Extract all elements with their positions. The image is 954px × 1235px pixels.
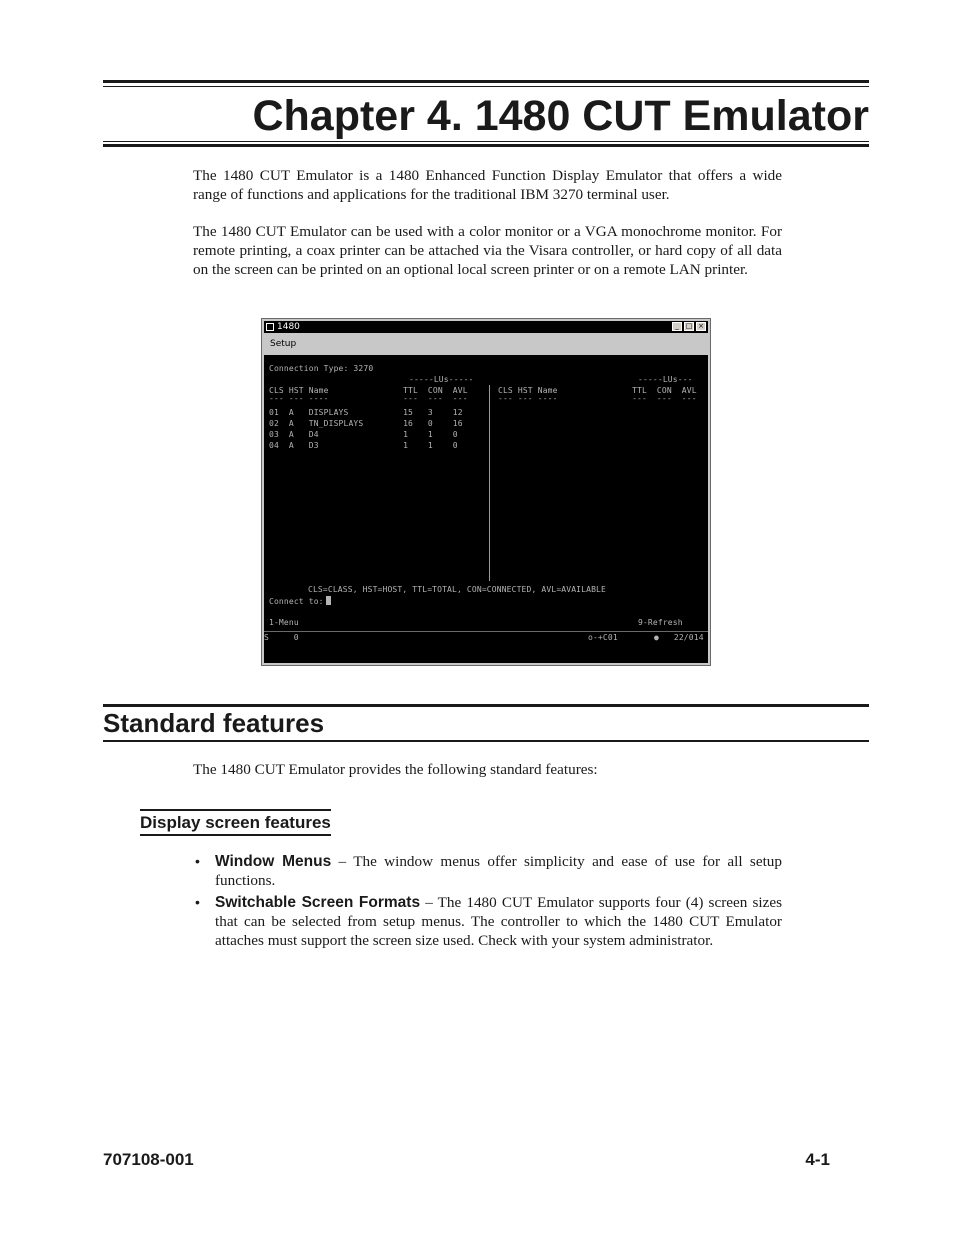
- feature-description: – The window menus offer simplicity and ease of use for all setup functions.: [215, 853, 782, 889]
- emulator-screenshot: [261, 318, 711, 666]
- text-cursor: [326, 596, 331, 605]
- window-menubar: [264, 335, 708, 353]
- connection-type: Connection Type: 3270: [269, 364, 374, 373]
- status-c01: o-+C01: [588, 633, 618, 642]
- section-intro: The 1480 CUT Emulator provides the following standard features:: [193, 761, 598, 778]
- maximize-icon: □: [685, 322, 693, 330]
- list-item: [193, 852, 782, 890]
- table-row: 01 A DISPLAYS 15 3 12: [269, 408, 463, 417]
- table-row: 03 A D4 1 1 0: [269, 430, 458, 439]
- subsection-title: Display screen features: [140, 809, 331, 836]
- feature-term: Window Menus: [215, 853, 332, 870]
- column-header-right: CLS HST Name TTL CON AVL: [498, 386, 697, 395]
- feature-description: – The 1480 CUT Emulator supports four (4) screen sizes that can be selected from setup menus. The controller to which the 1480 CUT Emulator attaches must support the screen size used. Check with your system administrator.: [215, 894, 782, 949]
- connect-prompt: [269, 596, 331, 607]
- dash-row-right: --- --- ---- --- --- ---: [498, 394, 697, 403]
- refresh-key-label: 9-Refresh: [638, 618, 683, 627]
- bullet-icon: •: [195, 894, 200, 910]
- intro-paragraph-2: The 1480 CUT Emulator can be used with a color monitor or a VGA monochrome monitor. For remote printing, a coax printer can be attached via the Visara controller, or hard copy of all data on the screen can be printed on an optional local screen printer or on a remote LAN printer.: [193, 223, 782, 278]
- feature-list: [193, 852, 782, 953]
- footer-doc-number: 707108-001: [103, 1150, 194, 1169]
- column-header-left: CLS HST Name TTL CON AVL: [269, 386, 468, 395]
- bullet-icon: •: [195, 853, 200, 869]
- legend-text: CLS=CLASS, HST=HOST, TTL=TOTAL, CON=CONNECTED, AVL=AVAILABLE: [308, 585, 606, 594]
- section-rule-bottom: [103, 740, 869, 742]
- chapter-rule-bottom: [103, 141, 869, 147]
- status-right: ● 22/014: [654, 633, 704, 642]
- app-icon: [266, 323, 274, 331]
- list-item: [193, 893, 782, 950]
- status-divider: [264, 631, 708, 632]
- terminal-screen: [264, 355, 708, 663]
- menu-setup: Setup: [270, 339, 297, 349]
- section-title: Standard features: [103, 708, 325, 738]
- window-titlebar: [264, 321, 708, 333]
- dash-row-left: --- --- ---- --- --- ---: [269, 394, 468, 403]
- lus-header-left: -----LUs-----: [409, 375, 474, 384]
- chapter-rule-top: [103, 80, 869, 87]
- table-row: 04 A D3 1 1 0: [269, 441, 458, 450]
- close-icon: ×: [696, 322, 706, 331]
- intro-paragraph-1: The 1480 CUT Emulator is a 1480 Enhanced Function Display Emulator that offers a wide range of functions and applications for the traditional IBM 3270 terminal user.: [193, 167, 782, 203]
- lus-header-right: -----LUs---: [638, 375, 693, 384]
- menu-key-label: 1-Menu: [269, 618, 299, 627]
- chapter-title: Chapter 4. 1480 CUT Emulator: [252, 92, 869, 140]
- status-left: S 0: [264, 633, 299, 642]
- table-row: 02 A TN_DISPLAYS 16 0 16: [269, 419, 463, 428]
- minimize-icon: _: [672, 322, 682, 331]
- feature-term: Switchable Screen Formats: [215, 894, 421, 911]
- connect-prompt-label: Connect to:: [269, 597, 324, 606]
- footer-page-number: 4-1: [805, 1150, 830, 1169]
- window-title: 1480: [277, 322, 300, 332]
- column-divider: [489, 385, 490, 581]
